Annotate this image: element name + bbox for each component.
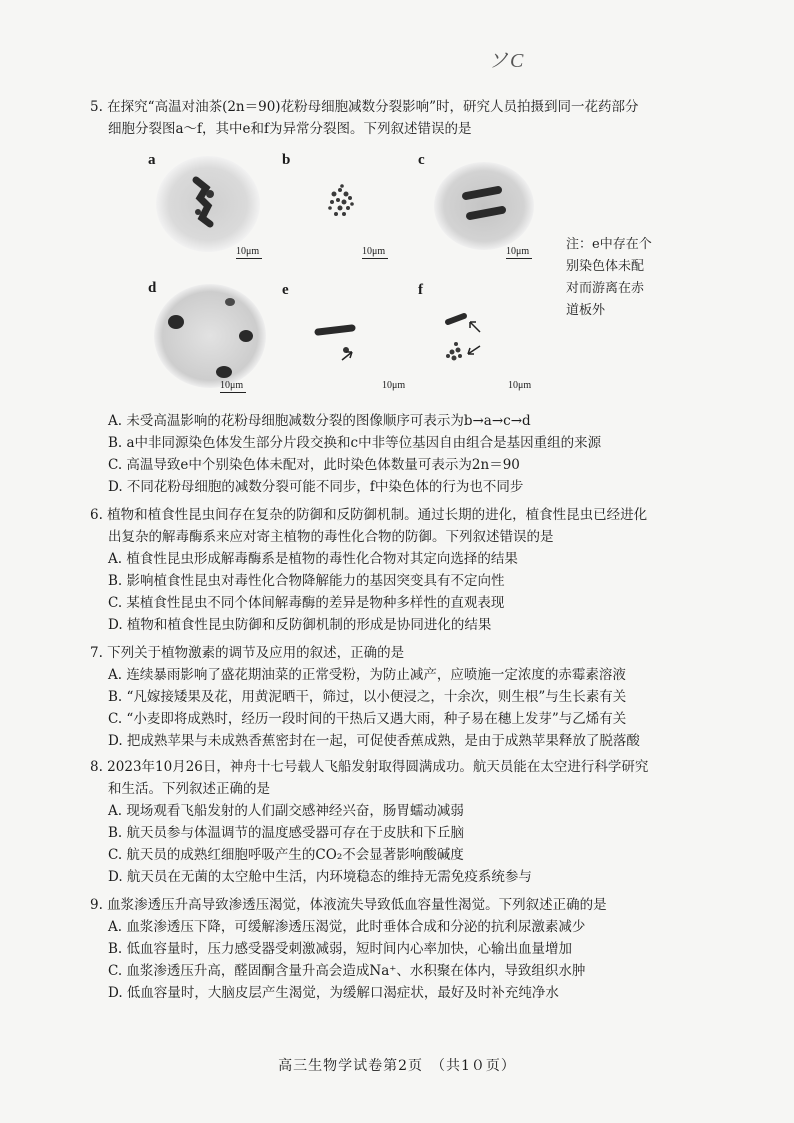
q7-option-b: B. “凡嫁接矮果及花，用黄泥晒干，筛过，以小便浸之，十余次，则生根”与生长素有关 (108, 689, 627, 705)
question-9 (90, 894, 730, 1004)
scale-bar-d (220, 392, 246, 393)
q5-stem-line-1: 5. 在探究“高温对油茶(2n＝90)花粉母细胞减数分裂影响”时，研究人员拍摄到同一花药部分 (90, 99, 639, 115)
q6-option-a: A. 植食性昆虫形成解毒酶系是植物的毒性化合物对其定向选择的结果 (108, 551, 518, 567)
micrograph-f-image (418, 280, 538, 392)
q8-stem-line-1: 8. 2023年10月26日，神舟十七号载人飞船发射取得圆满成功。航天员能在太空进行科学研究 (90, 759, 649, 775)
q7-stem-line-1: 7. 下列关于植物激素的调节及应用的叙述，正确的是 (90, 645, 405, 661)
q5-option-d: D. 不同花粉母细胞的减数分裂可能不同步，f中染色体的行为也不同步 (108, 479, 524, 495)
handwritten-mark: ソC (488, 50, 526, 72)
page-footer: 高三生物学试卷第2页 （共1０页） (278, 1058, 516, 1074)
q7-option-c: C. “小麦即将成熟时，经历一段时间的干热后又遇大雨，种子易在穗上发芽”与乙烯有关 (108, 711, 627, 727)
micrograph-panel-c (418, 150, 538, 260)
q9-option-d: D. 低血容量时，大脑皮层产生渴觉，为缓解口渴症状，最好及时补充纯净水 (108, 985, 559, 1001)
panel-label-d: d (148, 280, 157, 296)
panel-label-c: c (418, 152, 425, 168)
question-7 (90, 642, 730, 752)
note-line-4: 道板外 (566, 303, 606, 318)
question-8 (90, 756, 730, 888)
q7-option-d: D. 把成熟苹果与未成熟香蕉密封在一起，可促使香蕉成熟，是由于成熟苹果释放了脱落酸 (108, 733, 640, 749)
panel-label-a: a (148, 152, 156, 168)
scale-label-c: 10μm (506, 246, 530, 257)
q5-option-c: C. 高温导致e中个别染色体未配对，此时染色体数量可表示为2n＝90 (108, 457, 520, 473)
note-line-1: 注：e中存在个 (566, 237, 652, 252)
q9-option-c: C. 血浆渗透压升高，醛固酮含量升高会造成Na⁺、水积聚在体内，导致组织水肿 (108, 963, 586, 979)
q9-stem-line-1: 9. 血浆渗透压升高导致渗透压渴觉，体液流失导致低血容量性渴觉。下列叙述正确的是 (90, 897, 607, 913)
q8-option-c: C. 航天员的成熟红细胞呼吸产生的CO₂不会显著影响酸碱度 (108, 847, 464, 863)
question-6 (90, 504, 730, 636)
q5-option-b: B. a中非同源染色体发生部分片段交换和c中非等位基因自由组合是基因重组的来源 (108, 435, 602, 451)
scale-bar-b (362, 258, 388, 259)
scale-label-f: 10μm (508, 380, 532, 391)
panel-label-b: b (282, 152, 291, 168)
scale-label-e: 10μm (382, 380, 406, 391)
q8-option-d: D. 航天员在无菌的太空舱中生活，内环境稳态的维持无需免疫系统参与 (108, 869, 532, 885)
note-line-3: 对而游离在赤 (566, 281, 645, 296)
q5-option-a: A. 未受高温影响的花粉母细胞减数分裂的图像顺序可表示为b→a→c→d (108, 413, 531, 429)
q5-options (90, 410, 730, 498)
scale-label-d: 10μm (220, 380, 244, 391)
scale-label-a: 10μm (236, 246, 260, 257)
micrograph-panel-d (148, 280, 268, 390)
q7-option-a: A. 连续暴雨影响了盛花期油菜的正常受粉，为防止减产，应喷施一定浓度的赤霉素溶液 (108, 667, 626, 683)
micrograph-figures (140, 150, 540, 395)
q6-stem-line-1: 6. 植物和植食性昆虫间存在复杂的防御和反防御机制。通过长期的进化，植食性昆虫已经进化 (90, 507, 648, 523)
micrograph-panel-f (418, 280, 538, 390)
scale-label-b: 10μm (362, 246, 386, 257)
scale-bar-c (506, 258, 532, 259)
q9-option-b: B. 低血容量时，压力感受器受刺激减弱，短时间内心率加快，心输出血量增加 (108, 941, 573, 957)
q9-option-a: A. 血浆渗透压下降，可缓解渗透压渴觉，此时垂体合成和分泌的抗利尿激素减少 (108, 919, 586, 935)
q8-stem-line-2: 和生活。下列叙述正确的是 (108, 781, 270, 797)
q6-option-d: D. 植物和植食性昆虫防御和反防御机制的形成是协同进化的结果 (108, 617, 492, 633)
q8-option-a: A. 现场观看飞船发射的人们副交感神经兴奋，肠胃蠕动减弱 (108, 803, 464, 819)
micrograph-panel-b (282, 150, 402, 260)
panel-label-e: e (282, 282, 289, 298)
q6-stem-line-2: 出复杂的解毒酶系来应对寄主植物的毒性化合物的防御。下列叙述错误的是 (108, 529, 554, 545)
q8-option-b: B. 航天员参与体温调节的温度感受器可存在于皮肤和下丘脑 (108, 825, 465, 841)
q6-option-b: B. 影响植食性昆虫对毒性化合物降解能力的基因突变具有不定向性 (108, 573, 505, 589)
note-line-2: 别染色体未配 (566, 259, 645, 274)
question-5 (90, 96, 730, 140)
scale-bar-a (236, 258, 262, 259)
micrograph-e-image (282, 280, 402, 392)
q6-option-c: C. 某植食性昆虫不同个体间解毒酶的差异是物种多样性的直观表现 (108, 595, 505, 611)
panel-label-f: f (418, 282, 423, 298)
micrograph-d-image (148, 280, 268, 392)
q5-stem-line-2: 细胞分裂图a～f，其中e和f为异常分裂图。下列叙述错误的是 (108, 121, 472, 137)
micrograph-panel-e (282, 280, 406, 391)
micrograph-panel-a (148, 150, 268, 260)
figure-note (566, 234, 686, 322)
